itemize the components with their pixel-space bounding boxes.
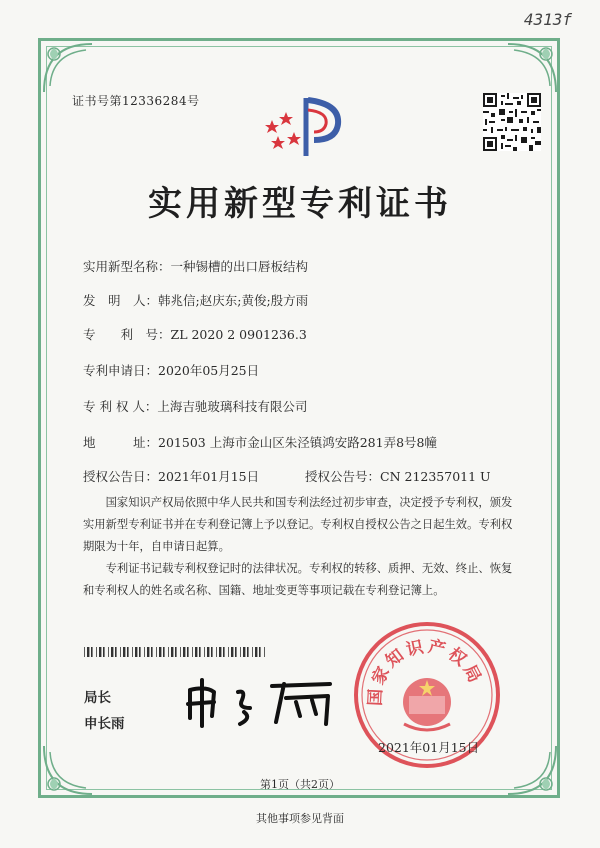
seal-text: 国家知识产权局 — [365, 636, 486, 707]
utility-model-name-row — [83, 257, 308, 275]
corner-ornament-icon — [40, 40, 96, 96]
grant-number-row — [305, 467, 491, 485]
inventor-row — [83, 291, 308, 309]
field-label: 授权公告日： — [83, 469, 159, 484]
patent-office-logo-icon — [258, 90, 348, 160]
certificate-number: 证书号第12336284号 — [72, 94, 200, 108]
patent-number-row — [83, 325, 307, 343]
director-name: 申长雨 — [84, 716, 125, 732]
field-label: 发 明 人： — [83, 293, 159, 308]
field-label: 实用新型名称： — [83, 259, 171, 274]
field-value: 2020年05月25日 — [158, 363, 260, 378]
field-value: CN 212357011 U — [380, 469, 491, 484]
field-label: 授权公告号： — [305, 469, 381, 484]
field-value: 2021年01月15日 — [158, 469, 260, 484]
certificate-title: 实用新型专利证书 — [148, 184, 452, 224]
qr-code-icon — [483, 93, 541, 151]
field-value: 201503 上海市金山区朱泾镇鸿安路281弄8号8幢 — [158, 435, 437, 450]
handwritten-note: 4313f — [523, 10, 572, 29]
grant-statement-paragraph: 国家知识产权局依照中华人民共和国专利法经过初步审查，决定授予专利权，颁发实用新型专利证书并在专利登记簿上予以登记。专利权自授权公告之日起生效。专利权期限为十年，自申请日起算。 — [83, 496, 513, 553]
director-signature — [180, 668, 340, 728]
director-title: 局长 — [84, 690, 111, 706]
issue-date: 2021年01月15日 — [378, 740, 480, 755]
field-label: 专 利 号： — [83, 327, 171, 342]
legal-status-paragraph: 专利证书记载专利权登记时的法律状况。专利权的转移、质押、无效、终止、恢复和专利权人的姓名或名称、国籍、地址变更等事项记载在专利登记簿上。 — [83, 562, 513, 597]
grant-date-row — [83, 467, 259, 485]
footer-note: 其他事项参见背面 — [256, 812, 344, 825]
page-number: 第1页（共2页） — [260, 778, 340, 791]
address-row — [83, 433, 437, 451]
field-label: 专利申请日： — [83, 363, 159, 378]
barcode-icon — [84, 647, 267, 657]
field-value: 上海吉驰玻璃科技有限公司 — [157, 399, 308, 414]
field-value: 一种锡槽的出口唇板结构 — [170, 259, 309, 274]
field-label: 专 利 权 人： — [83, 399, 158, 414]
field-value: 韩兆信;赵庆东;黄俊;殷方雨 — [158, 293, 309, 308]
field-label: 地 址： — [83, 435, 159, 450]
corner-ornament-icon — [504, 40, 560, 96]
field-value: ZL 2020 2 0901236.3 — [170, 327, 307, 342]
patentee-row — [83, 397, 307, 415]
filing-date-row — [83, 361, 259, 379]
